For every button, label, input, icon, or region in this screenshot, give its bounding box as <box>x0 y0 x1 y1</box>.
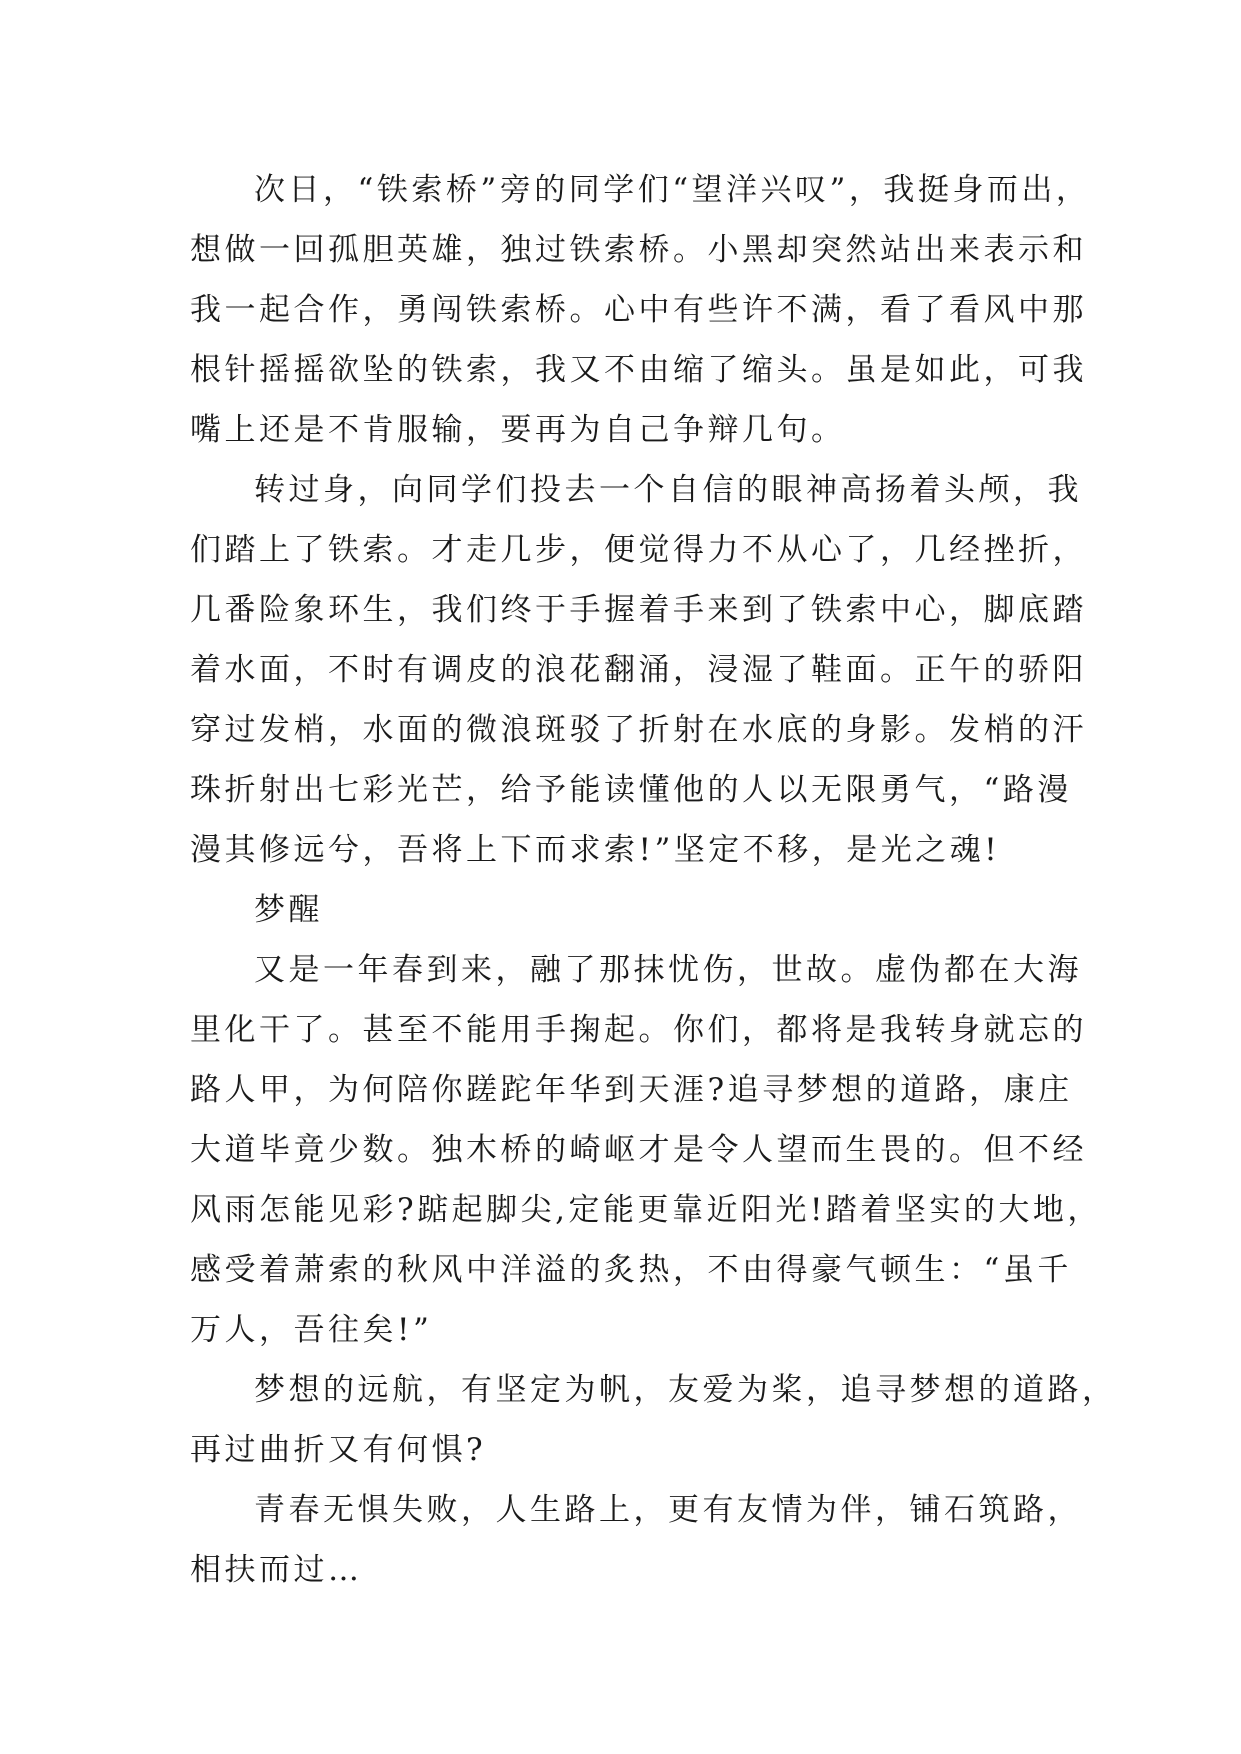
paragraph-line: 漫其修远兮，吾将上下而求索!”坚定不移，是光之魂! <box>190 832 1001 868</box>
document-body <box>190 160 1117 1600</box>
paragraph-line: 我一起合作，勇闯铁索桥。心中有些许不满，看了看风中那 <box>190 292 1087 328</box>
paragraph-line: 穿过发梢，水面的微浪斑驳了折射在水底的身影。发梢的汗 <box>190 712 1087 748</box>
paragraph-line: 里化干了。甚至不能用手掬起。你们，都将是我转身就忘的 <box>190 1012 1087 1048</box>
paragraph-line: 根针摇摇欲坠的铁索，我又不由缩了缩头。虽是如此，可我 <box>190 352 1087 388</box>
paragraph-spring-again <box>190 940 1102 1360</box>
paragraph-line: 万人，吾往矣!” <box>190 1312 433 1348</box>
paragraph-crossing-bridge <box>190 460 1087 880</box>
paragraph-line: 相扶而过… <box>190 1552 363 1588</box>
paragraph-line: 着水面，不时有调皮的浪花翻涌，浸湿了鞋面。正午的骄阳 <box>190 652 1087 688</box>
paragraph-line: 路人甲，为何陪你蹉跎年华到天涯?追寻梦想的道路，康庄 <box>190 1072 1073 1108</box>
paragraph-line: 几番险象环生，我们终于手握着手来到了铁索中心，脚底踏 <box>190 592 1087 628</box>
paragraph-line: 们踏上了铁索。才走几步，便觉得力不从心了，几经挫折， <box>190 532 1087 568</box>
paragraph-line: 嘴上还是不肯服输，要再为自己争辩几句。 <box>190 412 846 448</box>
section-heading: 梦醒 <box>254 892 323 928</box>
paragraph-line: 风雨怎能见彩?踮起脚尖,定能更靠近阳光!踏着坚实的大地， <box>190 1192 1102 1228</box>
paragraph-youth-fearless <box>190 1480 1082 1600</box>
paragraph-line: 珠折射出七彩光芒，给予能读懂他的人以无限勇气，“路漫 <box>190 772 1072 808</box>
paragraph-line: 感受着萧索的秋风中洋溢的炙热，不由得豪气顿生：“虽千 <box>190 1252 1072 1288</box>
paragraph-line: 梦想的远航，有坚定为帆，友爱为桨，追寻梦想的道路， <box>254 1372 1117 1408</box>
paragraph-line: 又是一年春到来，融了那抹忧伤，世故。虚伪都在大海 <box>254 952 1082 988</box>
paragraph-line: 转过身，向同学们投去一个自信的眼神高扬着头颅，我 <box>254 472 1082 508</box>
paragraph-line: 青春无惧失败，人生路上，更有友情为伴，铺石筑路， <box>254 1492 1082 1528</box>
paragraph-iron-bridge-intro <box>190 160 1091 460</box>
paragraph-line: 再过曲折又有何惧? <box>190 1432 487 1468</box>
section-heading-awakening <box>190 880 1050 940</box>
paragraph-line: 想做一回孤胆英雄，独过铁索桥。小黑却突然站出来表示和 <box>190 232 1087 268</box>
paragraph-dream-voyage <box>190 1360 1117 1480</box>
paragraph-line: 大道毕竟少数。独木桥的崎岖才是令人望而生畏的。但不经 <box>190 1132 1087 1168</box>
paragraph-line: 次日，“铁索桥”旁的同学们“望洋兴叹”，我挺身而出， <box>254 172 1091 208</box>
